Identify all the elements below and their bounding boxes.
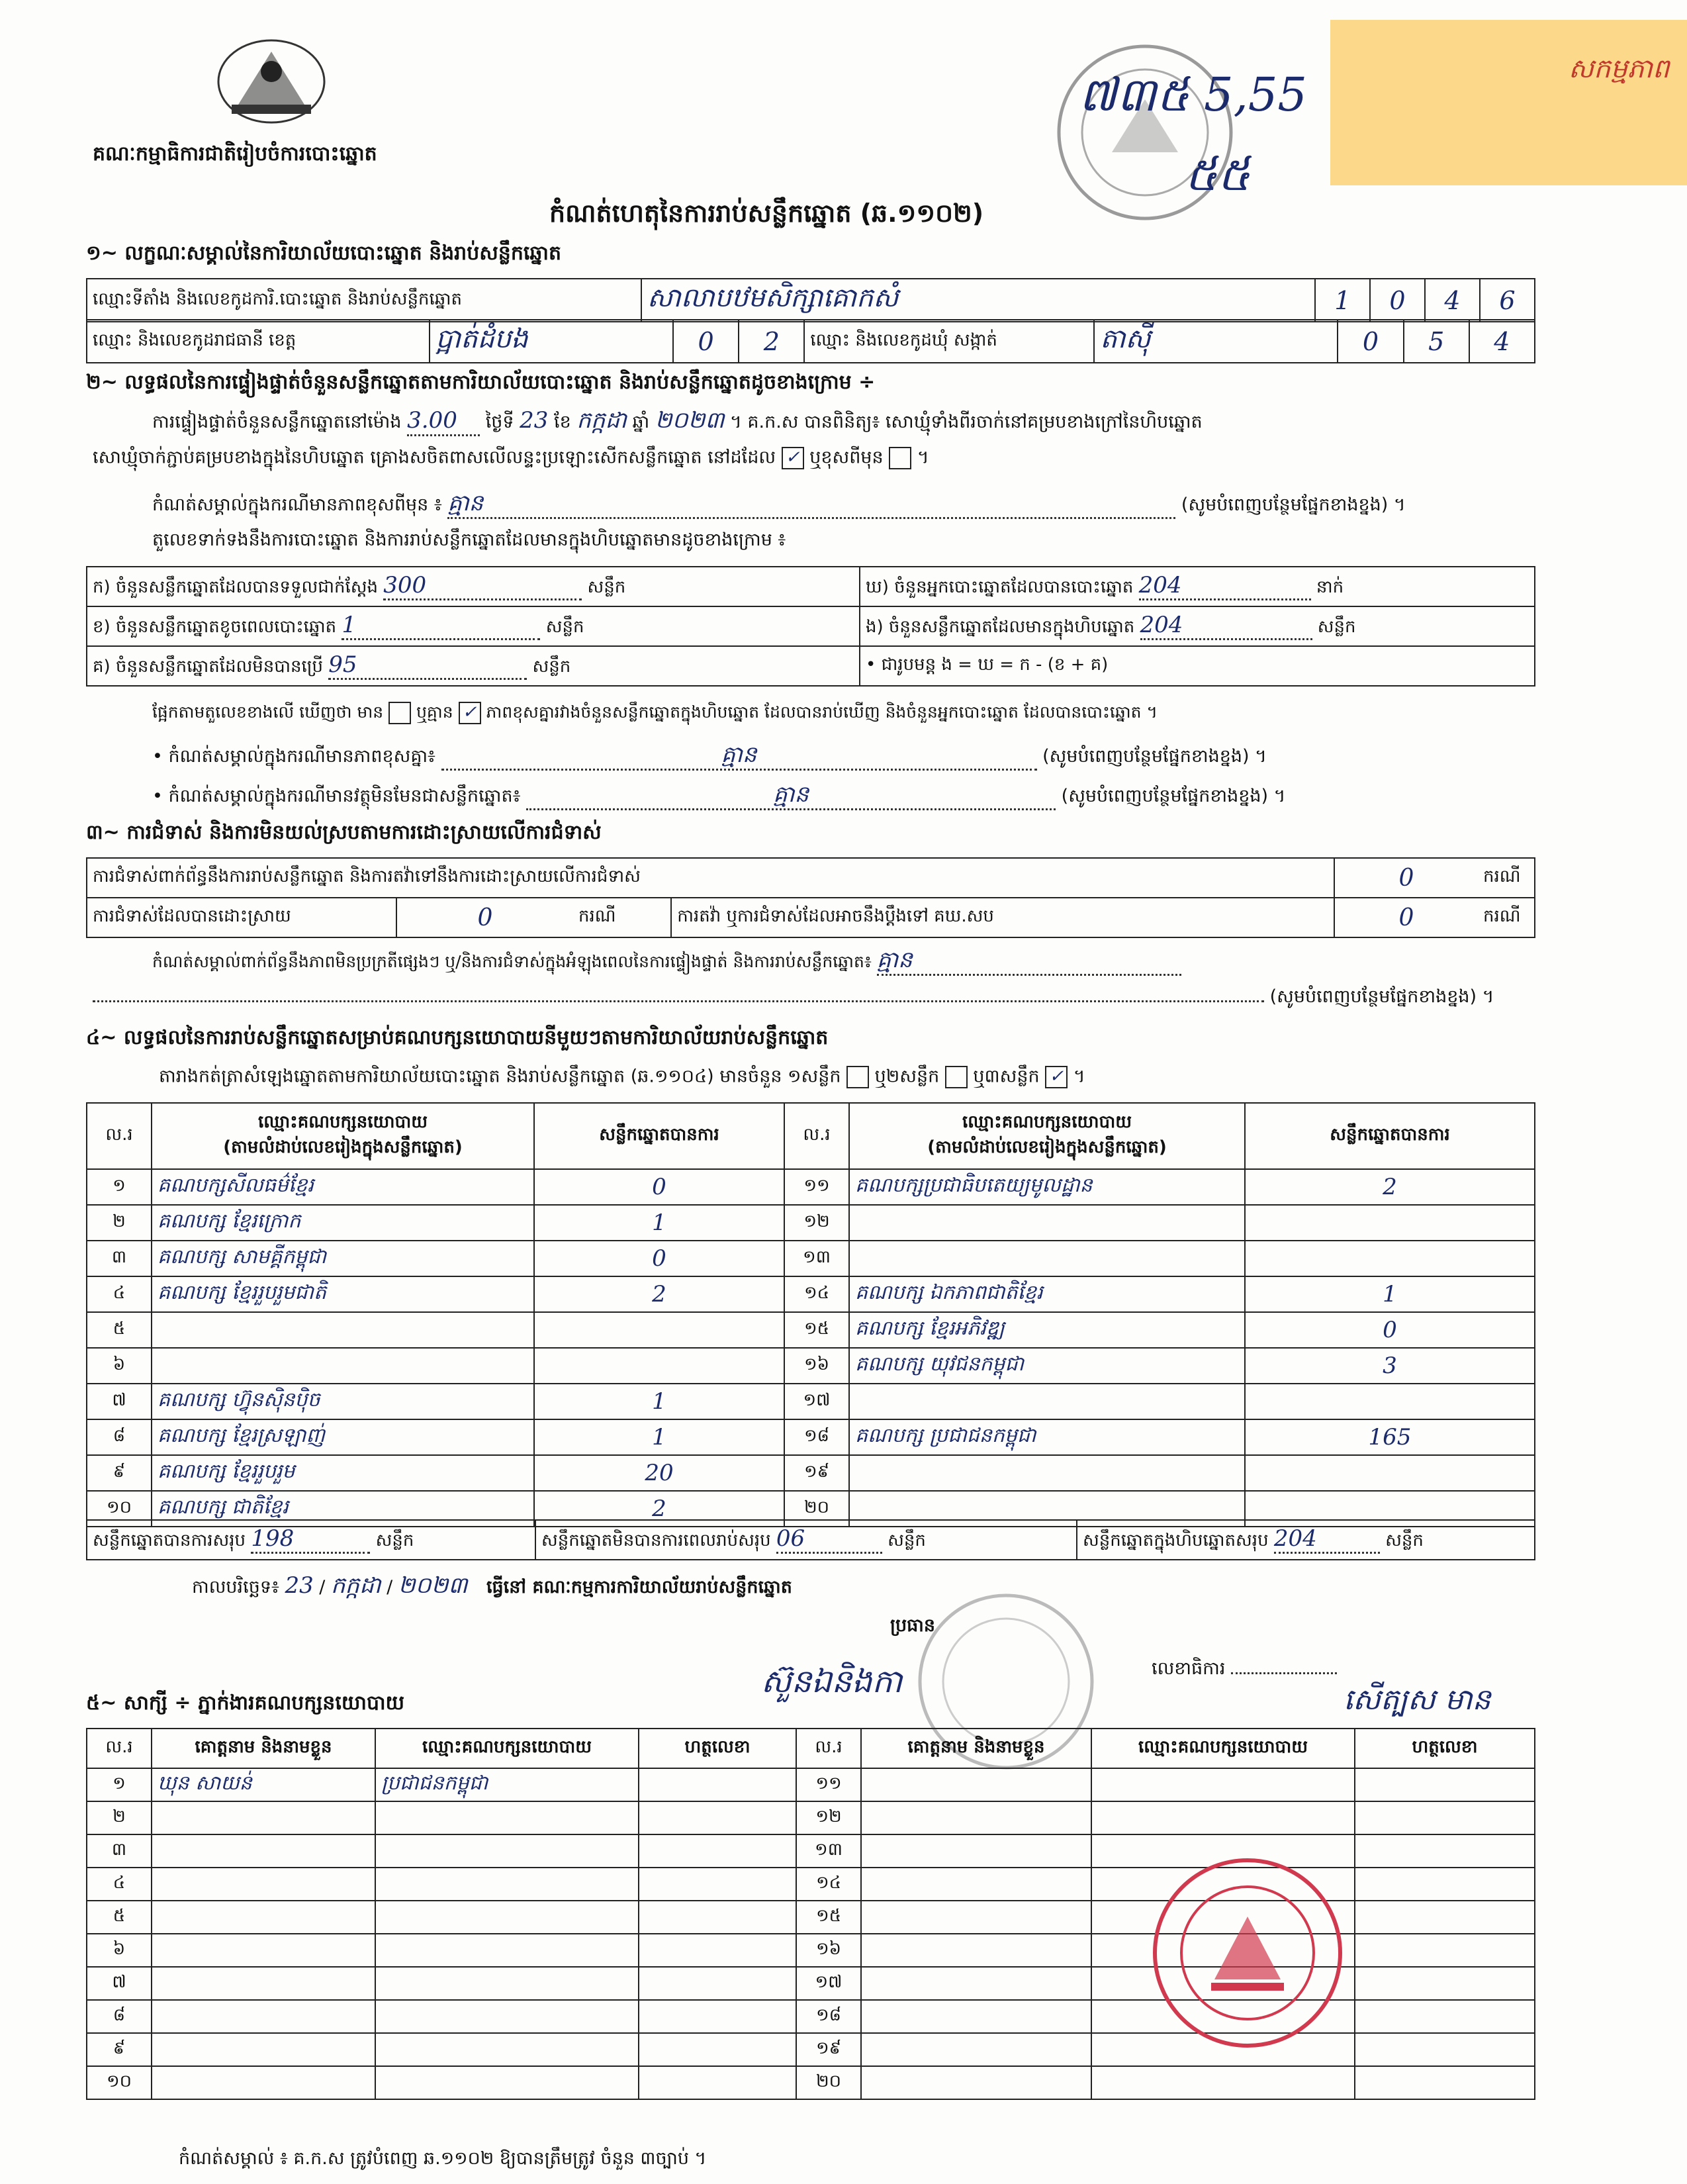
- resolved-value: 0: [396, 898, 573, 937]
- sticky-note: [1330, 20, 1687, 185]
- irregularity-note: កំណត់សម្គាល់ពាក់ព័ន្ធនឹងភាពមិនប្រក្រតីផ្សេងៗ ឬ/និងការជំទាស់ក្នុងអំឡុងពេលនៃការផ្ទៀងផ្ទាត់ និងការរាប់សន្លឹកឆ្នោត៖ គ្មាន: [152, 947, 1181, 976]
- witness-name: [152, 2033, 375, 2066]
- para1-a: ការផ្ទៀងផ្ទាត់ចំនួនសន្លឹកឆ្នោតនៅម៉ោង: [152, 412, 402, 432]
- para2-text: សោឃ្មុំចាក់ភ្ជាប់គម្របខាងក្នុងនៃហិបឆ្នោត គ្រោងសចិតពាសលើលន្ទះប្រឡោះសើកសន្លឹកឆ្នោត នៅដដែល: [93, 447, 776, 468]
- witness-party: [1091, 1801, 1355, 1834]
- result-no: ១៩: [784, 1455, 849, 1491]
- party-votes: 2: [534, 1276, 784, 1312]
- party-votes: [1245, 1241, 1535, 1276]
- witness-signature: [1355, 1901, 1535, 1934]
- org-name: គណៈកម្មាធិការជាតិរៀបចំការបោះឆ្នោត: [93, 142, 377, 166]
- objection-label: ការជំទាស់ពាក់ព័ន្ធនឹងការរាប់សន្លឹកឆ្នោត និងការតវ៉ាទៅនឹងការដោះស្រាយលើការជំទាស់: [87, 858, 1334, 898]
- para2: [93, 447, 929, 469]
- witness-signature: [639, 1834, 796, 1868]
- party-name: គណបក្សសីលធម៌ខ្មែរ: [152, 1169, 534, 1205]
- result-no: ១៨: [784, 1419, 849, 1455]
- total-box-value: 204: [1274, 1525, 1380, 1554]
- party-name: គណបក្ស ខ្មែរក្រោក: [152, 1205, 534, 1241]
- party-votes: 1: [534, 1384, 784, 1419]
- row2-digit: 0: [1338, 320, 1403, 363]
- witness-name: [861, 2066, 1091, 2099]
- result-no: ១៧: [784, 1384, 849, 1419]
- party-votes: [1245, 1384, 1535, 1419]
- result-no: ១៦: [784, 1348, 849, 1384]
- witness-signature: [639, 2033, 796, 2066]
- party-votes: 2: [534, 1491, 784, 1527]
- witness-name: [861, 1868, 1091, 1901]
- witness-no: ៥: [87, 1901, 152, 1934]
- result-no: ១៥: [784, 1312, 849, 1348]
- time-value: 3.00: [407, 407, 480, 436]
- witness-no: ១៣: [796, 1834, 861, 1868]
- witness-name: [152, 1934, 375, 1967]
- row2-code: 0: [673, 320, 739, 363]
- party-votes: 0: [534, 1241, 784, 1276]
- witness-name: [152, 1967, 375, 2000]
- section4-intro: តារាងកត់ត្រាសំឡេងឆ្នោតតាមការិយាល័យបោះឆ្នោត និងរាប់សន្លឹកឆ្នោត (ឆ.១១០៤) មានចំនួន ១សន្លឹក ឬ២សន្លឹក ឬ៣សន្លឹក ✓ ។: [159, 1066, 1085, 1088]
- section5-heading: ៥~ សាក្សី ÷ ភ្នាក់ងារគណបក្សនយោបាយ: [86, 1691, 405, 1715]
- bullet2-value: គ្មាន: [526, 781, 1056, 810]
- compare-line: ផ្អែកតាមតួលេខខាងលើ ឃើញថា មាន ឬគ្មាន ✓ ភាពខុសគ្នារវាងចំនួនសន្លឹកឆ្នោតក្នុងហិបឆ្នោត ដែលបានរាប់ឃើញ និងចំនួនអ្នកបោះឆ្នោត ដែលបានបោះឆ្នោត ។: [152, 702, 1158, 724]
- witness-no: ៤: [87, 1868, 152, 1901]
- dotted-line: [93, 1000, 1264, 1002]
- totals-table: [86, 1519, 1535, 1560]
- row1-label: ឈ្មោះទីតាំង និងលេខកូដការិ.បោះឆ្នោត និងរាប់សន្លឹកឆ្នោត: [87, 279, 641, 322]
- witness-signature: [1355, 1801, 1535, 1834]
- witness-signature: [1355, 2033, 1535, 2066]
- col-name-sub: (តាមលំដាប់លេខរៀងក្នុងសន្លឹកឆ្នោត): [223, 1137, 463, 1157]
- witness-party: [375, 2000, 639, 2033]
- count-value: 1: [342, 612, 540, 640]
- bullet1: • កំណត់សម្គាល់ក្នុងករណីមានភាពខុសគ្នា៖ គ្មាន (សូមបំពេញបន្ថែមផ្នែកខាងខ្នង) ។: [152, 741, 1267, 771]
- party-votes: 3: [1245, 1348, 1535, 1384]
- result-no: ១៤: [784, 1276, 849, 1312]
- witness-name: [152, 1868, 375, 1901]
- party-votes: 1: [534, 1419, 784, 1455]
- bullet1-value: គ្មាន: [441, 741, 1037, 771]
- day-value: 23: [520, 407, 549, 434]
- section4-heading: ៤~ លទ្ធផលនៃការរាប់សន្លឹកឆ្នោតសម្រាប់គណបក្សនយោបាយនីមួយៗតាមការិយាល័យរាប់សន្លឹកឆ្នោត: [86, 1026, 829, 1049]
- witness-name: [152, 1901, 375, 1934]
- witness-row: [87, 2066, 1535, 2099]
- witness-party: ប្រជាជនកម្ពុជា: [375, 1768, 639, 1801]
- section2-heading: ២~ លទ្ធផលនៃការផ្ទៀងផ្ទាត់ចំនួនសន្លឹកឆ្នោតតាមការិយាល័យបោះឆ្នោត និងរាប់សន្លឹកឆ្នោតដូចខាងក្រោម ÷: [86, 371, 876, 394]
- page-title: កំណត់ហេតុនៃការរាប់សន្លឹកឆ្នោត (ឆ.១១០២): [549, 199, 984, 228]
- checkbox-3sheet[interactable]: ✓: [1045, 1066, 1068, 1088]
- party-name: គណបក្ស ជាតិខ្មែរ: [152, 1491, 534, 1527]
- formula: • ជារូបមន្ត ង = ឃ = ក - (ខ + គ): [860, 646, 1535, 686]
- counts-table: [86, 566, 1535, 687]
- witness-party: [375, 1801, 639, 1834]
- note-tail: (សូមបំពេញបន្ថែមផ្នែកខាងខ្នង) ។: [1181, 495, 1406, 515]
- witness-party: [375, 1934, 639, 1967]
- witness-name: [861, 1768, 1091, 1801]
- party-votes: 20: [534, 1455, 784, 1491]
- count-value: 204: [1140, 612, 1312, 640]
- chair-signature: ស៊ួនឯនិងកា: [761, 1663, 903, 1700]
- objection-value: 0: [1334, 858, 1478, 898]
- witness-no: ៧: [87, 1967, 152, 2000]
- checkbox-none[interactable]: ✓: [459, 702, 481, 724]
- result-no: ៤: [87, 1276, 152, 1312]
- party-name: [849, 1205, 1245, 1241]
- col-party: ឈ្មោះគណបក្សនយោបាយ: [375, 1729, 639, 1768]
- result-no: ២០: [784, 1491, 849, 1527]
- party-name: គណបក្ស ខ្មែរអភិវឌ្ឍ: [849, 1312, 1245, 1348]
- row2-label: ឈ្មោះ និងលេខកូដរាជធានី ខេត្ត: [87, 320, 430, 363]
- count-label: ក) ចំនួនសន្លឹកឆ្នោតដែលបានទទួលជាក់ស្ដែង 300 សន្លឹក: [87, 567, 860, 606]
- row2-value: ប្អាត់ដំបង: [430, 320, 673, 363]
- col-name: [152, 1103, 534, 1169]
- count-label: ឃ) ចំនួនអ្នកបោះឆ្នោតដែលបានបោះឆ្នោត 204 នាក់: [860, 567, 1535, 606]
- para1-e: ។ គ.ក.ស បានពិនិត្យ៖ សោឃ្មុំទាំងពីរចាក់នៅគម្របខាងក្រៅនៃហិបឆ្នោត: [729, 412, 1203, 432]
- party-votes: 1: [1245, 1276, 1535, 1312]
- party-votes: [1245, 1455, 1535, 1491]
- witness-signature: [639, 1868, 796, 1901]
- para1: [152, 407, 1203, 436]
- total-box: សន្លឹកឆ្នោតក្នុងហិបឆ្នោតសរុប 204 សន្លឹក: [1077, 1520, 1535, 1560]
- witness-no: ២: [87, 1801, 152, 1834]
- witness-name: [152, 2000, 375, 2033]
- witness-no: ៣: [87, 1834, 152, 1868]
- irregularity-tail: (សូមបំពេញបន្ថែមផ្នែកខាងខ្នង) ។: [93, 986, 1494, 1008]
- witness-party: [375, 2066, 639, 2099]
- witness-signature: [1355, 1834, 1535, 1868]
- witness-name: [152, 1801, 375, 1834]
- result-row: [87, 1169, 1535, 1205]
- party-votes: 2: [1245, 1169, 1535, 1205]
- witness-name: [861, 1834, 1091, 1868]
- witness-signature: [1355, 2000, 1535, 2033]
- checkbox-has[interactable]: [388, 702, 411, 724]
- result-no: ៥: [87, 1312, 152, 1348]
- result-no: ១១: [784, 1169, 849, 1205]
- witness-no: ១៥: [796, 1901, 861, 1934]
- checkbox-1sheet[interactable]: [846, 1066, 869, 1088]
- party-name: [152, 1348, 534, 1384]
- party-name: គណបក្ស យុវជនកម្ពុជា: [849, 1348, 1245, 1384]
- party-name: គណបក្ស ខ្មែរស្រឡាញ់: [152, 1419, 534, 1455]
- year-value: ២០២៣: [655, 407, 725, 434]
- section1-table: [86, 278, 1535, 322]
- count-value: 300: [383, 572, 582, 600]
- total-invalid: សន្លឹកឆ្នោតមិនបានការពេលរាប់សរុប 06 សន្លឹក: [535, 1520, 1077, 1560]
- witness-signature: [639, 1934, 796, 1967]
- count-value: 204: [1139, 572, 1311, 600]
- total-valid: សន្លឹកឆ្នោតបានការសរុប 198 សន្លឹក: [87, 1520, 535, 1560]
- secretary-dots: [1231, 1672, 1337, 1674]
- col-name: គោត្តនាម និងនាមខ្លួន: [861, 1729, 1091, 1768]
- result-row: [87, 1455, 1535, 1491]
- witness-no: ១១: [796, 1768, 861, 1801]
- witness-name: [861, 1967, 1091, 2000]
- witness-party: [1091, 1768, 1355, 1801]
- result-row: [87, 1312, 1535, 1348]
- witness-no: ៦: [87, 1934, 152, 1967]
- secretary-line: លេខាធិការ: [1152, 1658, 1337, 1680]
- col-name: គោត្តនាម និងនាមខ្លួន: [152, 1729, 375, 1768]
- witness-party: [375, 1834, 639, 1868]
- col-name: [849, 1103, 1245, 1169]
- row2-label2: ឈ្មោះ និងលេខកូដឃុំ សង្កាត់: [804, 320, 1094, 363]
- witness-party: [375, 2033, 639, 2066]
- result-no: ១០: [87, 1491, 152, 1527]
- witness-signature: [1355, 2066, 1535, 2099]
- witness-no: ២០: [796, 2066, 861, 2099]
- row1-digit: 6: [1480, 279, 1535, 322]
- party-name: គណបក្ស សាមគ្គីកម្ពុជា: [152, 1241, 534, 1276]
- handwritten-top: ៧៣៥ 5,55: [1079, 68, 1307, 122]
- row2-digit: 5: [1404, 320, 1469, 363]
- witness-party: [375, 1901, 639, 1934]
- col-name-title: ឈ្មោះគណបក្សនយោបាយ: [258, 1112, 428, 1132]
- nec-emblem: [212, 32, 331, 131]
- col-no: ល.រ: [784, 1103, 849, 1169]
- witness-name: [861, 1934, 1091, 1967]
- handwritten-top2: ៥៥: [1185, 147, 1251, 201]
- red-seal-stamp: [1148, 1854, 1347, 2052]
- witness-no: ៩: [87, 2033, 152, 2066]
- para1-d: ឆ្នាំ: [632, 412, 650, 432]
- witness-no: ១៦: [796, 1934, 861, 1967]
- witness-no: ១៤: [796, 1868, 861, 1901]
- witness-signature: [1355, 1967, 1535, 2000]
- party-name: [849, 1384, 1245, 1419]
- date-year: ២០២៣: [398, 1572, 468, 1599]
- result-no: ១៣: [784, 1241, 849, 1276]
- section1-heading: ១~ លក្ខណៈសម្គាល់នៃការិយាល័យបោះឆ្នោត និងរាប់សន្លឹកឆ្នោត: [86, 242, 562, 265]
- party-votes: [534, 1312, 784, 1348]
- unit-label: ករណី: [1478, 898, 1535, 937]
- month-value: កក្កដា: [576, 407, 627, 434]
- result-no: ៣: [87, 1241, 152, 1276]
- result-no: ១២: [784, 1205, 849, 1241]
- result-row: [87, 1384, 1535, 1419]
- witness-no: ១៩: [796, 2033, 861, 2066]
- count-label: ង) ចំនួនសន្លឹកឆ្នោតដែលមានក្នុងហិបឆ្នោត 204 សន្លឹក: [860, 606, 1535, 646]
- witness-party: [1091, 2066, 1355, 2099]
- witness-signature: [1355, 1768, 1535, 1801]
- witness-no: ១: [87, 1768, 152, 1801]
- para1-b: ថ្ងៃទី: [485, 412, 514, 432]
- party-votes: [534, 1348, 784, 1384]
- para1-c: ខែ: [554, 412, 571, 432]
- col-name-sub: (តាមលំដាប់លេខរៀងក្នុងសន្លឹកឆ្នោត): [927, 1137, 1167, 1157]
- total-invalid-value: 06: [776, 1525, 882, 1554]
- witness-party: [375, 1967, 639, 2000]
- section3-heading: ៣~ ការជំទាស់ និងការមិនយល់ស្របតាមការដោះស្រាយលើការជំទាស់: [86, 821, 602, 844]
- result-no: ៩: [87, 1455, 152, 1491]
- party-votes: 165: [1245, 1419, 1535, 1455]
- result-no: ៧: [87, 1384, 152, 1419]
- appeal-label: ការតវ៉ា ឬការជំទាស់ដែលអាចនឹងប្ដឹងទៅ គឃ.សប: [671, 898, 1334, 937]
- party-name: គណបក្ស ប្រជាជនកម្ពុជា: [849, 1419, 1245, 1455]
- secretary-signature: សើត្បស មាន: [1344, 1683, 1491, 1717]
- col-votes: សន្លឹកឆ្នោតបានការ: [1245, 1103, 1535, 1169]
- objections-table: [86, 857, 1535, 938]
- witness-no: ១៧: [796, 1967, 861, 2000]
- unit-label: ករណី: [573, 898, 671, 937]
- col-party: ឈ្មោះគណបក្សនយោបាយ: [1091, 1729, 1355, 1768]
- witness-signature: [1355, 1868, 1535, 1901]
- count-label: ខ) ចំនួនសន្លឹកឆ្នោតខូចពេលបោះឆ្នោត 1 សន្លឹក: [87, 606, 860, 646]
- result-no: ៦: [87, 1348, 152, 1384]
- checkbox-different[interactable]: [889, 447, 911, 469]
- row1-digit: 0: [1370, 279, 1425, 322]
- witness-row: [87, 1768, 1535, 1801]
- para2-b: ឬខុសពីមុន: [809, 447, 884, 468]
- party-name: [849, 1455, 1245, 1491]
- party-name: គណបក្ស ឯកភាពជាតិខ្មែរ: [849, 1276, 1245, 1312]
- appeal-value: 0: [1334, 898, 1478, 937]
- result-no: ៨: [87, 1419, 152, 1455]
- para2-c: ។: [917, 447, 929, 468]
- date-month: កក្កដា: [330, 1572, 381, 1599]
- col-votes: សន្លឹកឆ្នោតបានការ: [534, 1103, 784, 1169]
- witness-signature: [1355, 1934, 1535, 1967]
- party-votes: 0: [534, 1169, 784, 1205]
- row1-value: សាលាបឋមសិក្សាគោកសំ: [641, 279, 1315, 322]
- count-label: គ) ចំនួនសន្លឹកឆ្នោតដែលមិនបានប្រើ 95 សន្លឹក: [87, 646, 860, 686]
- row2-digit: 4: [1469, 320, 1535, 363]
- total-valid-value: 198: [251, 1525, 370, 1554]
- note-line: [152, 490, 1406, 519]
- witness-no: ១២: [796, 1801, 861, 1834]
- party-votes: 0: [1245, 1312, 1535, 1348]
- witness-signature: [639, 2066, 796, 2099]
- witness-name: [861, 1901, 1091, 1934]
- sticky-note-text: សកម្មភាព: [1569, 54, 1670, 84]
- witness-signature: [639, 1768, 796, 1801]
- party-name: គណបក្សប្រជាធិបតេយ្យមូលដ្ឋាន: [849, 1169, 1245, 1205]
- section1-table-row2: [86, 319, 1535, 363]
- party-name: គណបក្ស ខ្មែររួបរួម: [152, 1455, 534, 1491]
- col-no: ល.រ: [87, 1103, 152, 1169]
- result-no: ១: [87, 1169, 152, 1205]
- witness-name: [861, 2033, 1091, 2066]
- witness-signature: [639, 1801, 796, 1834]
- result-row: [87, 1276, 1535, 1312]
- row2-value2: តាស៊ី: [1094, 320, 1338, 363]
- chair-label: ប្រធាន: [890, 1615, 936, 1636]
- dateline: កាលបរិច្ឆេទ៖ 23 / កក្កដា / ២០២៣ ធ្វើនៅ គណៈកម្មការការិយាល័យរាប់សន្លឹកឆ្នោត: [192, 1572, 792, 1599]
- bullet2: • កំណត់សម្គាល់ក្នុងករណីមានវត្ថុមិនមែនជាសន្លឹកឆ្នោត៖ គ្មាន (សូមបំពេញបន្ថែមផ្នែកខាងខ្នង) ។: [152, 781, 1285, 810]
- witness-signature: [639, 1967, 796, 2000]
- col-sig: ហត្ថលេខា: [1355, 1729, 1535, 1768]
- col-name-title: ឈ្មោះគណបក្សនយោបាយ: [962, 1112, 1132, 1132]
- witness-party: [375, 1868, 639, 1901]
- party-name: គណបក្ស ខ្មែររួបរួមជាតិ: [152, 1276, 534, 1312]
- result-row: [87, 1348, 1535, 1384]
- witness-name: ឃុន សាយន់: [152, 1768, 375, 1801]
- row2-code: 2: [739, 320, 804, 363]
- note-value: គ្មាន: [447, 490, 1175, 519]
- col-sig: ហត្ថលេខា: [639, 1729, 796, 1768]
- checkbox-same[interactable]: ✓: [782, 447, 804, 469]
- witness-name: [152, 2066, 375, 2099]
- col-no: ល.រ: [796, 1729, 861, 1768]
- checkbox-2sheet[interactable]: [945, 1066, 968, 1088]
- witness-signature: [639, 2000, 796, 2033]
- row1-digit: 4: [1425, 279, 1480, 322]
- col-no: ល.រ: [87, 1729, 152, 1768]
- witness-no: ១៨: [796, 2000, 861, 2033]
- results-table: [86, 1102, 1535, 1527]
- witness-name: [861, 1801, 1091, 1834]
- irregularity-value: គ្មាន: [877, 947, 1181, 976]
- resolved-label: ការជំទាស់ដែលបានដោះស្រាយ: [87, 898, 396, 937]
- result-row: [87, 1241, 1535, 1276]
- party-votes: [1245, 1205, 1535, 1241]
- party-name: គណបក្ស ហ៊្វុនស៊ិនប៉ិច: [152, 1384, 534, 1419]
- witness-row: [87, 1801, 1535, 1834]
- party-name: [152, 1312, 534, 1348]
- row1-digit: 1: [1315, 279, 1370, 322]
- witness-signature: [639, 1901, 796, 1934]
- witness-name: [861, 2000, 1091, 2033]
- party-votes: 1: [534, 1205, 784, 1241]
- result-row: [87, 1419, 1535, 1455]
- table-intro: តួលេខទាក់ទងនឹងការបោះឆ្នោត និងការរាប់សន្លឹកឆ្នោតដែលមានក្នុងហិបឆ្នោតមានដូចខាងក្រោម ៖: [152, 530, 786, 550]
- result-no: ២: [87, 1205, 152, 1241]
- footer-note: កំណត់សម្គាល់ ៖ គ.ក.ស ត្រូវបំពេញ ឆ.១១០២ ឱ្យបានត្រឹមត្រូវ ចំនួន ៣ច្បាប់ ។: [179, 2148, 707, 2169]
- count-value: 95: [328, 651, 527, 680]
- party-name: [849, 1241, 1245, 1276]
- witness-name: [152, 1834, 375, 1868]
- result-row: [87, 1205, 1535, 1241]
- date-day: 23: [285, 1572, 314, 1599]
- witness-no: ៨: [87, 2000, 152, 2033]
- note-label: កំណត់សម្គាល់ក្នុងករណីមានភាពខុសពីមុន ៖: [152, 495, 442, 515]
- witness-no: ១០: [87, 2066, 152, 2099]
- unit-label: ករណី: [1478, 858, 1535, 898]
